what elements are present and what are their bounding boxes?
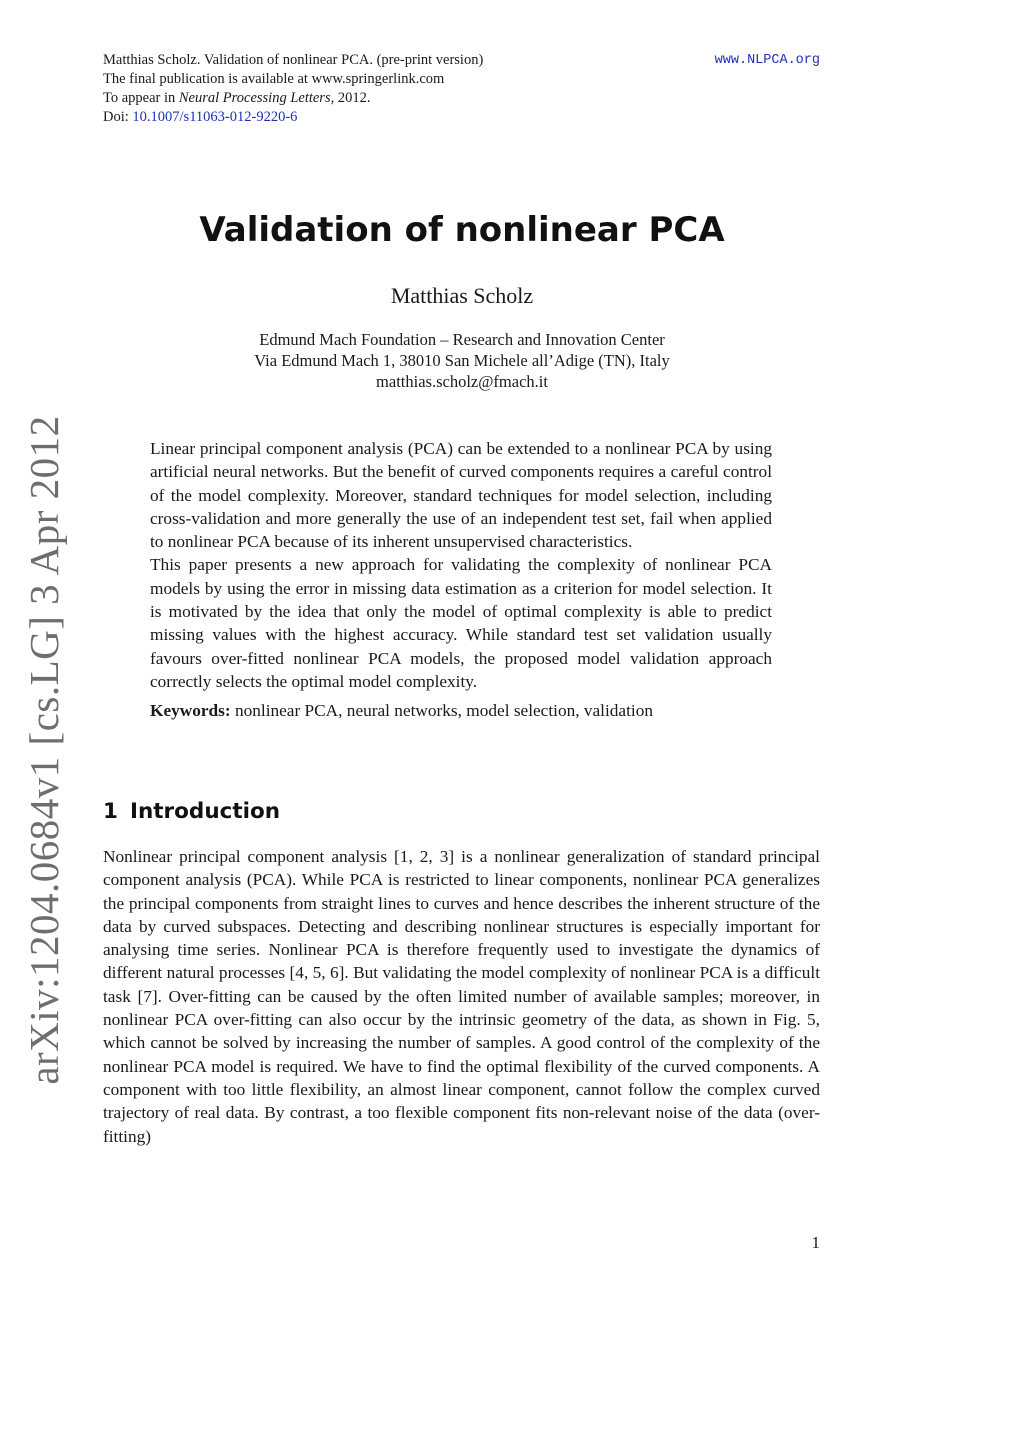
- section-title: Introduction: [129, 799, 281, 824]
- website-link[interactable]: www.NLPCA.org: [714, 53, 820, 68]
- keywords-label: Keywords:: [150, 701, 231, 721]
- page-number: 1: [811, 1233, 820, 1252]
- preprint-header: [103, 51, 820, 127]
- journal-prefix: To appear in: [103, 90, 179, 106]
- author-email: matthias.scholz@fmach.it: [376, 372, 548, 391]
- abstract-paragraph-2: This paper presents a new approach for validating the complexity of nonlinear PCA models by using the error in missing data estimation as a criterion for model selection. It is motivated by the idea that only the model of optimal complexity is able to predict missing values with the highest accuracy. While standard test set validation usually favours over-fitted nonlinear PCA models, the proposed model validation approach correctly selects the optimal model complexity.: [150, 555, 772, 691]
- preprint-line-1: Matthias Scholz. Validation of nonlinear PCA. (pre-print version): [103, 52, 484, 68]
- affiliation-institution: Edmund Mach Foundation – Research and Innovation Center: [259, 330, 665, 349]
- affiliation-block: [0, 329, 924, 392]
- abstract-paragraph-1: Linear principal component analysis (PCA) can be extended to a nonlinear PCA by using artificial neural networks. But the benefit of curved components requires a careful control of the model complexity. Moreover, standard techniques for model selection, including cross-validation and more generally the use of an independent test set, fail when applied to nonlinear PCA because of its inherent unsupervised characteristics.: [150, 439, 772, 552]
- keywords-list: nonlinear PCA, neural networks, model selection, validation: [234, 701, 653, 721]
- doi-label: Doi:: [103, 109, 133, 125]
- author-name: Matthias Scholz: [390, 283, 534, 308]
- doi-link[interactable]: 10.1007/s11063-012-9220-6: [132, 109, 298, 125]
- keywords: [150, 699, 772, 722]
- section-heading-introduction: [103, 798, 280, 826]
- arxiv-stamp: arXiv:1204.0684v1 [cs.LG] 3 Apr 2012: [21, 415, 67, 1085]
- paper-title: Validation of nonlinear PCA: [199, 210, 725, 250]
- doi-line: [103, 108, 820, 127]
- introduction-paragraph: Nonlinear principal component analysis [1, 2, 3] is a nonlinear generalization of standard principal component analysis (PCA). While PCA is restricted to linear components, nonlinear PCA generalizes the principal components from straight lines to curves and hence describes the inherent structure of the data by curved subspaces. Detecting and describing nonlinear structures is especially important for analysing time series. Nonlinear PCA is therefore frequently used to investigate the dynamics of different natural processes [4, 5, 6]. But validating the model complexity of nonlinear PCA is a difficult task [7]. Over-fitting can be caused by the often limited number of available samples; moreover, in nonlinear PCA over-fitting can also occur by the intrinsic geometry of the data, as shown in Fig. 5, which cannot be solved by increasing the number of samples. A good control of the complexity of the nonlinear PCA model is required. We have to find the optimal flexibility of the curved components. A component with too little flexibility, an almost linear component, cannot follow the complex curved trajectory of real data. By contrast, a too flexible component fits non-relevant noise of the data (over-fitting): [103, 847, 820, 1146]
- preprint-line-2: The final publication is available at www.springerlink.com: [103, 71, 445, 87]
- journal-name: Neural Processing Letters,: [178, 90, 335, 106]
- abstract: [150, 437, 772, 723]
- introduction-body: [103, 845, 820, 1148]
- journal-year: 2012.: [334, 90, 371, 106]
- affiliation-address: Via Edmund Mach 1, 38010 San Michele all’Adige (TN), Italy: [254, 351, 670, 370]
- preprint-line-3: [103, 89, 820, 108]
- section-number: 1: [103, 799, 118, 824]
